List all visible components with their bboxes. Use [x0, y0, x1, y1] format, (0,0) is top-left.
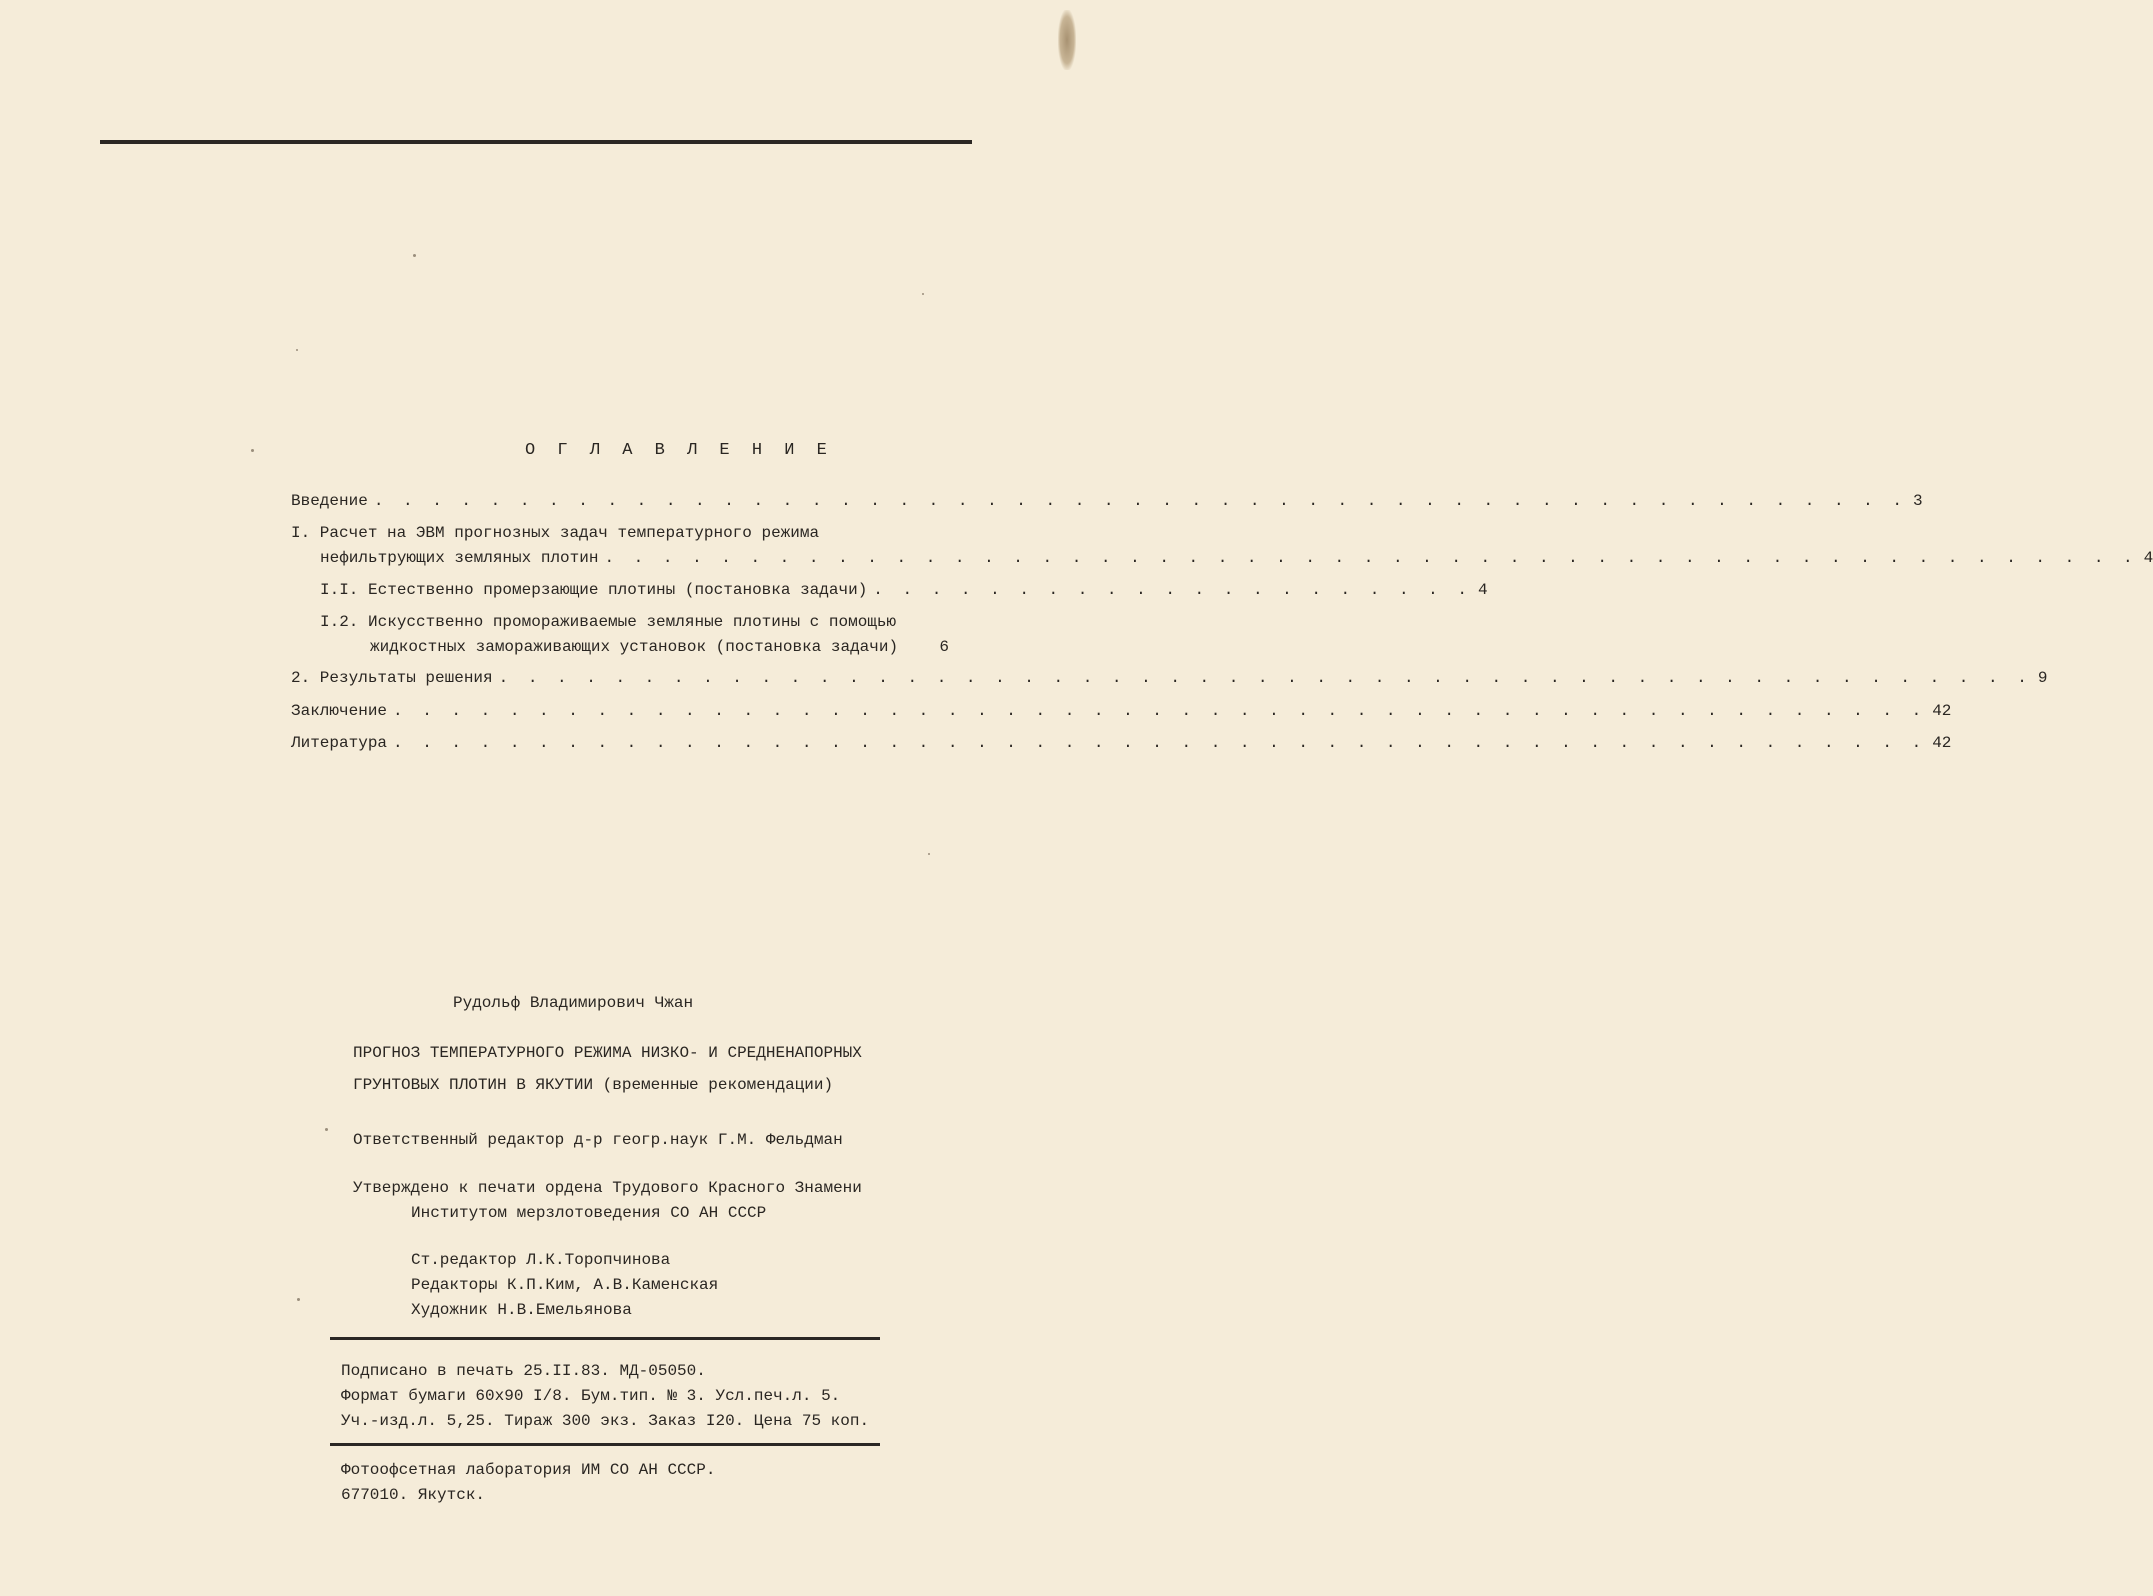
toc-leader-dots: . . . . . . . . . . . . . . . . . . . . . . . . . . . . . . . . . . . . . . . . . . . . . . . . . . . . . — [373, 492, 1907, 510]
artist: Художник Н.В.Емельянова — [411, 1301, 632, 1319]
editors: Редакторы К.П.Ким, А.В.Каменская — [411, 1276, 719, 1294]
approval-line: Утверждено к печати ордена Трудового Красного Знамени — [353, 1179, 862, 1197]
toc-entry-text: Заключение — [291, 702, 388, 720]
print-details-line: Формат бумаги 60х90 I/8. Бум.тип. № 3. Усл.печ.л. 5. — [341, 1387, 841, 1405]
toc-page-number: 9 — [2037, 669, 2048, 687]
lab-line: 677010. Якутск. — [341, 1486, 486, 1504]
print-details-line: Подписано в печать 25.II.83. МД-05050. — [341, 1362, 706, 1380]
toc-entry — [370, 637, 949, 657]
toc-page-number: 4 — [1477, 581, 1488, 599]
toc-entry — [320, 548, 2153, 568]
toc-entry — [291, 701, 1952, 721]
toc-page-number: 4 — [2143, 549, 2153, 567]
imprint-rule — [330, 1337, 880, 1340]
toc-entry-text: Литература — [291, 734, 388, 752]
author-name: Рудольф Владимирович Чжан — [453, 994, 694, 1012]
toc-entry-text: нефильтрующих земляных плотин — [320, 549, 599, 567]
toc-leader-dots: . . . . . . . . . . . . . . . . . . . . . . . . . . . . . . . . . . . . . . . . . . . . . . . . . . . . . — [393, 702, 1927, 720]
book-title-line: ГРУНТОВЫХ ПЛОТИН В ЯКУТИИ (временные рекомендации) — [353, 1076, 834, 1094]
toc-leader-dots: . . . . . . . . . . . . . . . . . . . . . . . . . . . . . . . . . . . . . . . . . . . . . . . . . . . . . — [393, 734, 1927, 752]
toc-page-number: 3 — [1912, 492, 1923, 510]
toc-entry — [291, 491, 1923, 511]
lab-line: Фотоофсетная лаборатория ИМ СО АН СССР. — [341, 1461, 716, 1479]
book-title-line: ПРОГНОЗ ТЕМПЕРАТУРНОГО РЕЖИМА НИЗКО- И СРЕДНЕНАПОРНЫХ — [353, 1044, 862, 1062]
paper-speck — [922, 293, 924, 295]
paper-speck — [928, 853, 930, 855]
toc-page-number: 42 — [1932, 702, 1952, 720]
toc-leader-dots: . . . . . . . . . . . . . . . . . . . . . — [873, 581, 1472, 599]
toc-entry-text: жидкостных замораживающих установок (постановка задачи) — [370, 638, 899, 656]
imprint-rule — [330, 1443, 880, 1446]
toc-entry — [291, 668, 2048, 688]
toc-page-number: 42 — [1932, 734, 1952, 752]
toc-leader-dots: . . . . . . . . . . . . . . . . . . . . . . . . . . . . . . . . . . . . . . . . . . . . . . . . . . . . . — [604, 549, 2138, 567]
toc-entry — [320, 580, 1488, 600]
senior-editor: Ст.редактор Л.К.Торопчинова — [411, 1251, 671, 1269]
top-rule — [100, 140, 972, 144]
toc-entry — [291, 733, 1952, 753]
print-details-line: Уч.-изд.л. 5,25. Тираж 300 экз. Заказ I20. Цена 75 коп. — [341, 1412, 870, 1430]
toc-entry-text: 2. Результаты решения — [291, 669, 493, 687]
paper-speck — [296, 349, 298, 351]
toc-entry-first-line: I. Расчет на ЭВМ прогнозных задач температурного режима — [291, 524, 820, 542]
toc-entry-first-line: I.2. Искусственно промораживаемые земляные плотины с помощью — [320, 613, 897, 631]
toc-page-number: 6 — [939, 638, 949, 656]
responsible-editor: Ответственный редактор д-р геогр.наук Г.М. Фельдман — [353, 1131, 843, 1149]
toc-title: О Г Л А В Л Е Н И Е — [525, 441, 833, 460]
paper-stain — [1058, 10, 1076, 70]
paper-speck — [413, 254, 416, 257]
approval-line: Институтом мерзлотоведения СО АН СССР — [411, 1204, 767, 1222]
toc-leader-dots: . . . . . . . . . . . . . . . . . . . . . . . . . . . . . . . . . . . . . . . . . . . . . . . . . . . . . — [498, 669, 2032, 687]
paper-speck — [297, 1298, 300, 1301]
toc-entry-text: I.I. Естественно промерзающие плотины (постановка задачи) — [320, 581, 868, 599]
toc-entry-text: Введение — [291, 492, 368, 510]
paper-speck — [251, 449, 254, 452]
paper-speck — [325, 1128, 328, 1131]
